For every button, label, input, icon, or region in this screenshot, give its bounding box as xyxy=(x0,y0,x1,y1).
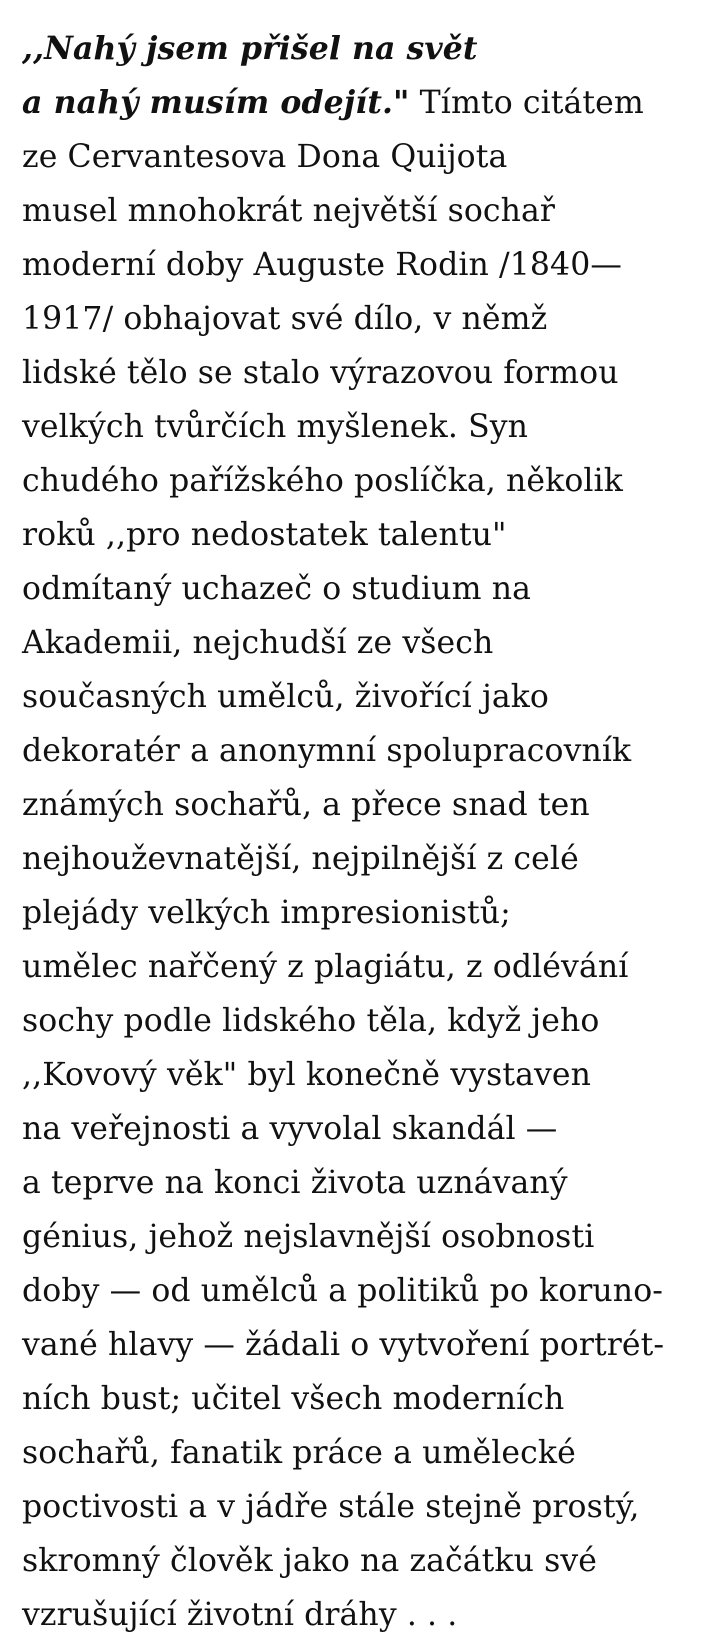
text-line-3: ze Cervantesova Dona Quijota xyxy=(22,139,508,175)
text-line-27: sochařů, fanatik práce a umělecké xyxy=(22,1435,576,1471)
text-line-29: skromný člověk jako na začátku své xyxy=(22,1543,597,1579)
text-line-20: ,,Kovový věk" byl konečně vystaven xyxy=(22,1057,591,1093)
text-line-26: ních bust; učitel všech moderních xyxy=(22,1381,565,1417)
text-line-12: Akademii, nejchudší ze všech xyxy=(22,625,494,661)
text-line-18: umělec nařčený z plagiátu, z odlévání xyxy=(22,949,629,985)
text-line-14: dekoratér a anonymní spolupracovník xyxy=(22,733,632,769)
text-line-13: současných umělců, živořící jako xyxy=(22,679,549,715)
text-line-16: nejhouževnatější, nejpilnější z celé xyxy=(22,841,579,877)
text-line-2: a nahý musím odejít." Tímto citátem xyxy=(22,84,644,121)
text-line-4: musel mnohokrát největší sochař xyxy=(22,193,556,229)
text-line-28: poctivosti a v jádře stále stejně prostý, xyxy=(22,1489,640,1525)
text-line-11: odmítaný uchazeč o studium na xyxy=(22,571,531,607)
quote-text: ,,Nahý jsem přišel na svět xyxy=(22,30,478,67)
text-line-7: lidské tělo se stalo výrazovou formou xyxy=(22,355,619,391)
text-line-23: génius, jehož nejslavnější osobnosti xyxy=(22,1219,595,1255)
text-line-8: velkých tvůrčích myšlenek. Syn xyxy=(22,409,529,445)
text-line-15: známých sochařů, a přece snad ten xyxy=(22,787,590,823)
text-line-5: moderní doby Auguste Rodin /1840— xyxy=(22,247,622,283)
text-line-19: sochy podle lidského těla, když jeho xyxy=(22,1003,600,1039)
text-line-25: vané hlavy — žádali o vytvoření portrét- xyxy=(22,1327,665,1363)
text-line-21: na veřejnosti a vyvolal skandál — xyxy=(22,1111,558,1147)
text-line-17: plejády velkých impresionistů; xyxy=(22,895,511,931)
text-line-6: 1917/ obhajovat své dílo, v němž xyxy=(22,301,548,337)
text-line-30: vzrušující životní dráhy . . . xyxy=(22,1597,458,1633)
text-line-24: doby — od umělců a politiků po koruno- xyxy=(22,1273,663,1309)
quote-text: a nahý musím odejít." xyxy=(22,84,410,121)
text-line-9: chudého pařížského poslíčka, několik xyxy=(22,463,623,499)
text-line-1 xyxy=(22,22,712,76)
text-line-22: a teprve na konci života uznávaný xyxy=(22,1165,568,1201)
text-line-10: roků ,,pro nedostatek talentu" xyxy=(22,517,507,553)
body-text xyxy=(22,22,712,1642)
